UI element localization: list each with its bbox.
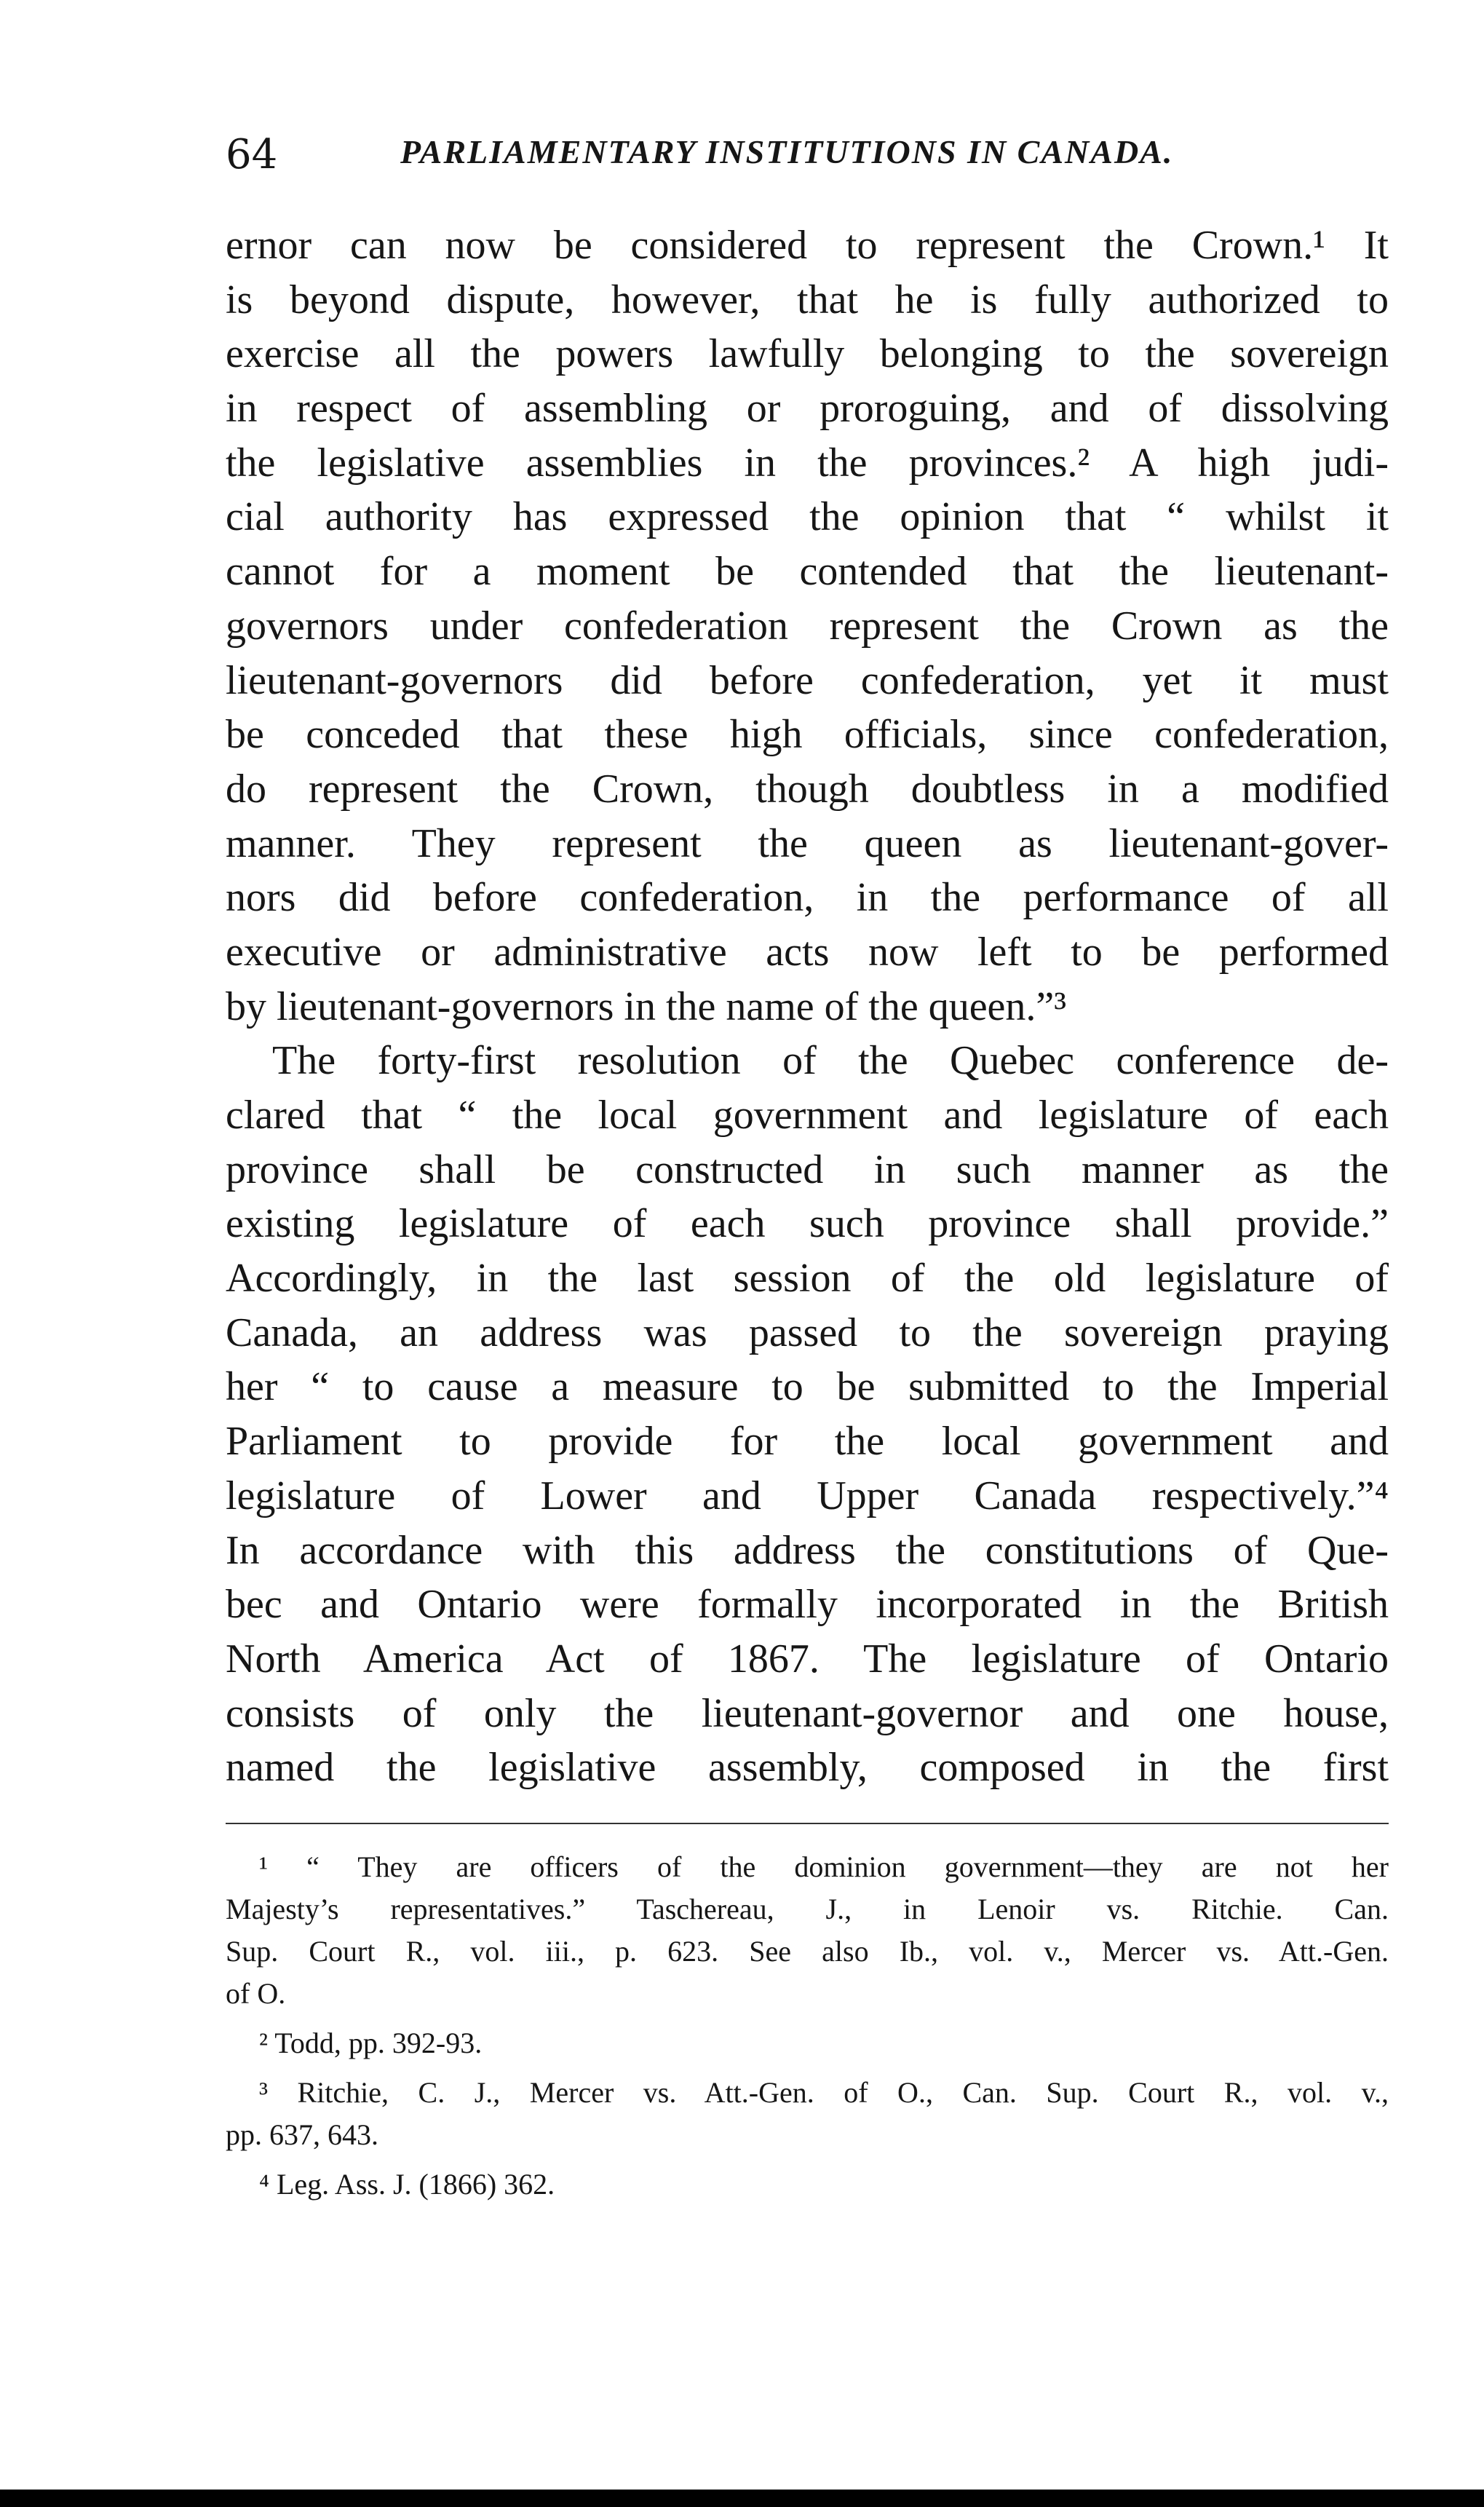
text-line: is beyond dispute, however, that he is fully authorized to (226, 277, 1389, 322)
text-line: cial authority has expressed the opinion that “ whilst it (226, 494, 1389, 540)
text-line: bec and Ontario were formally incorporated in the British (226, 1582, 1389, 1628)
text-line: North America Act of 1867. The legislature of Ontario (226, 1636, 1389, 1682)
text-line: existing legislature of each such province shall provide.” (226, 1201, 1389, 1247)
footnotes (226, 1846, 1389, 2206)
text-line: Canada, an address was passed to the sovereign praying (226, 1310, 1389, 1355)
text-line: legislature of Lower and Upper Canada respectively.”⁴ (226, 1473, 1389, 1518)
footnote-1: of O. (226, 1977, 286, 2010)
text-line: province shall be constructed in such manner as the (226, 1146, 1389, 1192)
text-line: ernor can now be considered to represent the Crown.¹ It (226, 223, 1389, 268)
footnote-1: Majesty’s representatives.” Taschereau, J., in Lenoir vs. Ritchie. Can. (226, 1893, 1389, 1925)
text-line: consists of only the lieutenant-governor and one house, (226, 1690, 1389, 1736)
text-line: governors under confederation represent the Crown as the (226, 603, 1389, 649)
text-line: The forty-first resolution of the Quebec conference de- (272, 1038, 1389, 1084)
text-line: Parliament to provide for the local government and (226, 1419, 1389, 1465)
text-line: executive or administrative acts now left to be performed (226, 929, 1389, 975)
text-line: her “ to cause a measure to be submitted to the Imperial (226, 1364, 1389, 1410)
text-line: exercise all the powers lawfully belonging to the sovereign (226, 331, 1389, 377)
text-line: clared that “ the local government and legislature of each (226, 1093, 1389, 1138)
text-line: in respect of assembling or proroguing, and of dissolving (226, 386, 1389, 432)
text-line: lieutenant-governors did before confederation, yet it must (226, 657, 1389, 703)
text-line: by lieutenant-governors in the name of the queen.”³ (226, 983, 1067, 1029)
text-line: nors did before confederation, in the performance of all (226, 875, 1389, 921)
footnote-2: ² Todd, pp. 392-93. (259, 2027, 483, 2059)
footnote-4: ⁴ Leg. Ass. J. (1866) 362. (259, 2168, 555, 2201)
footnote-3: ³ Ritchie, C. J., Mercer vs. Att.-Gen. of O., Can. Sup. Court R., vol. v., (259, 2076, 1389, 2109)
text-line: the legislative assemblies in the provinces.² A high judi- (226, 440, 1389, 486)
footnote-3: pp. 637, 643. (226, 2118, 378, 2151)
footnote-1: ¹ “ They are officers of the dominion government—they are not her (259, 1850, 1389, 1883)
scan-edge (0, 2490, 1484, 2507)
body-text (226, 218, 1389, 1795)
text-line: named the legislative assembly, composed in the first (226, 1745, 1389, 1791)
page-number: 64 (226, 131, 278, 178)
text-line: manner. They represent the queen as lieutenant-gover- (226, 820, 1389, 866)
text-line: Accordingly, in the last session of the old legislature of (226, 1256, 1389, 1302)
footnote-1: Sup. Court R., vol. iii., p. 623. See also Ib., vol. v., Mercer vs. Att.-Gen. (226, 1935, 1389, 1968)
running-title: PARLIAMENTARY INSTITUTIONS IN CANADA. (400, 133, 1174, 170)
footnote-divider (226, 1823, 1389, 1824)
page-header (226, 116, 1390, 197)
text-line: cannot for a moment be contended that the lieutenant- (226, 549, 1389, 595)
text-line: do represent the Crown, though doubtless in a modified (226, 766, 1389, 812)
text-line: be conceded that these high officials, since confederation, (226, 712, 1389, 758)
text-line: In accordance with this address the constitutions of Que- (226, 1527, 1389, 1573)
